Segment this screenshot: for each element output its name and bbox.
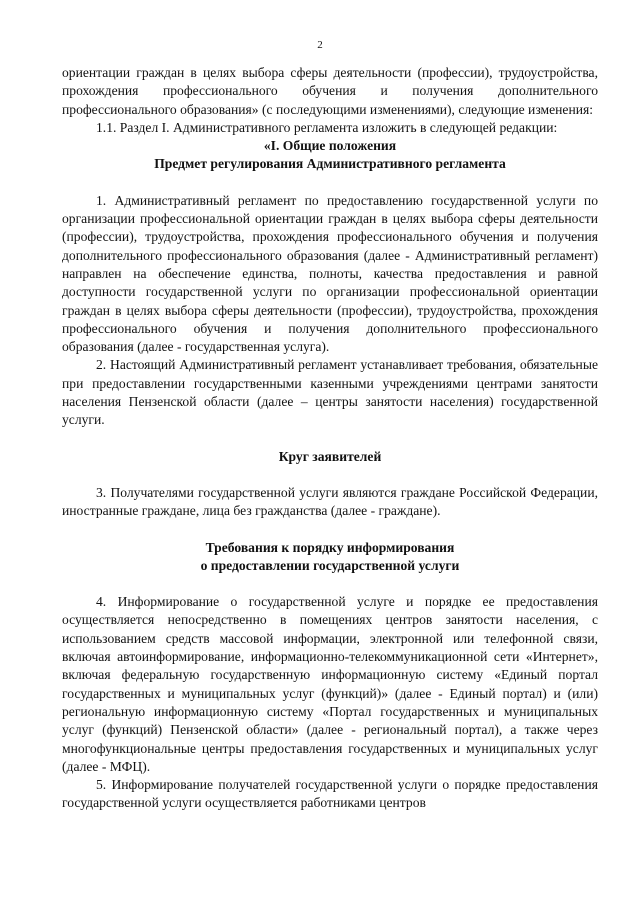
paragraph-4: 4. Информирование о государственной услуге и порядке ее предоставления осуществляется непосредственно в помещениях центров занятости населения, с использованием средств массовой информации, электронной или телефонной связи, включая автоинформирование, информационно-телекоммуникационной сети «Интернет», включая федеральную государственную информационную систему «Единый портал государственных и муниципальных услуг (функций)» (далее - Единый портал) и (или) региональную информационную систему «Портал государственных и муниципальных услуг (функций) Пензенской области» (далее - региональный портал), а также через многофункциональные центры предоставления государственных и муниципальных услуг (далее - МФЦ). <box>62 594 598 774</box>
amendment-paragraph: 1.1. Раздел I. Административного регламента изложить в следующей редакции: <box>96 119 558 135</box>
applicants-heading: Круг заявителей <box>278 448 382 464</box>
paragraph-5: 5. Информирование получателей государственной услуги о порядке предоставления государственной услуги осуществляется работниками центров <box>62 777 598 811</box>
paragraph-3: 3. Получателями государственной услуги являются граждане Российской Федерации, иностранные граждане, лица без гражданства (далее - граждане). <box>62 484 598 519</box>
info-requirements-heading-line1: Требования к порядку информирования <box>205 539 455 555</box>
paragraph-1: 1. Административный регламент по предоставлению государственной услуги по организации профессиональной ориентации граждан в целях выбора сферы деятельности (профессии), трудоустройства, прохождения профессионального обучения и получения дополнительного профессионального образования (далее - Административный регламент) направлен на обеспечение единства, полноты, качества предоставления и равной доступности государственной услуги по организации профессиональной ориентации граждан в целях выбора сферы деятельности (профессии), трудоустройства, прохождения профессионального обучения и получения дополнительного профессионального образования (далее - государственная услуга). <box>62 192 598 355</box>
paragraph-2: 2. Настоящий Административный регламент устанавливает требования, обязательные при предоставлении государственными казенными учреждениями центрами занятости населения Пензенской области (далее – центры занятости населения) государственной услуги. <box>62 357 598 428</box>
spacer <box>62 521 598 539</box>
spacer <box>62 174 598 192</box>
spacer <box>62 575 598 593</box>
spacer <box>62 430 598 448</box>
section-title: «I. Общие положения <box>263 138 397 154</box>
spacer <box>62 466 598 484</box>
intro-paragraph-continued: ориентации граждан в целях выбора сферы деятельности (профессии), трудоустройства, прохождения профессионального обучения и получения дополнительного профессионального образования» (с последующими изменениями), следующие изменения: <box>62 65 598 117</box>
info-requirements-heading-line2: о предоставлении государственной услуги <box>200 557 460 573</box>
section-subtitle: Предмет регулирования Административного регламента <box>154 156 506 172</box>
page-number: 2 <box>317 39 323 51</box>
document-body <box>62 64 598 813</box>
